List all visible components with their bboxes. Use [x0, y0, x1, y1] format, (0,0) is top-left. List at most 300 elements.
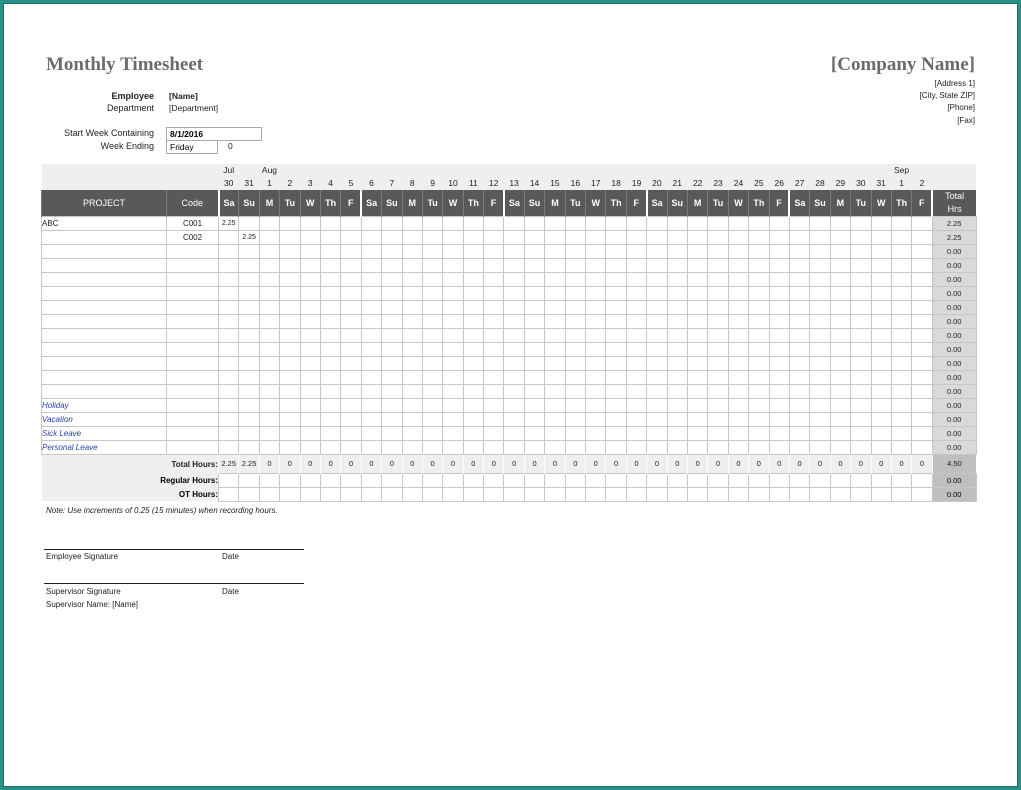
regular-hours-cell[interactable] — [219, 473, 239, 487]
hours-cell[interactable] — [810, 427, 830, 441]
hours-cell[interactable] — [708, 301, 728, 315]
hours-cell[interactable] — [728, 385, 748, 399]
hours-cell[interactable] — [239, 273, 259, 287]
hours-cell[interactable] — [708, 357, 728, 371]
hours-cell[interactable] — [565, 287, 585, 301]
ot-hours-cell[interactable] — [382, 487, 402, 501]
ot-hours-cell[interactable] — [259, 487, 279, 501]
hours-cell[interactable] — [749, 301, 769, 315]
project-cell[interactable] — [42, 245, 167, 259]
hours-cell[interactable] — [606, 385, 626, 399]
hours-cell[interactable] — [626, 441, 646, 455]
code-cell[interactable] — [167, 399, 219, 413]
hours-cell[interactable] — [239, 399, 259, 413]
hours-cell[interactable] — [341, 231, 361, 245]
department-field[interactable]: [Department] — [169, 103, 219, 113]
hours-cell[interactable] — [443, 287, 463, 301]
hours-cell[interactable] — [239, 245, 259, 259]
hours-cell[interactable] — [341, 259, 361, 273]
hours-cell[interactable] — [545, 245, 565, 259]
hours-cell[interactable] — [667, 273, 687, 287]
hours-cell[interactable] — [463, 287, 483, 301]
hours-cell[interactable] — [871, 343, 891, 357]
hours-cell[interactable] — [219, 343, 239, 357]
hours-cell[interactable] — [626, 287, 646, 301]
hours-cell[interactable] — [239, 371, 259, 385]
hours-cell[interactable] — [361, 427, 381, 441]
hours-cell[interactable] — [586, 273, 606, 287]
hours-cell[interactable] — [259, 329, 279, 343]
hours-cell[interactable] — [647, 273, 667, 287]
hours-cell[interactable] — [300, 413, 320, 427]
hours-cell[interactable] — [728, 301, 748, 315]
hours-cell[interactable] — [667, 413, 687, 427]
hours-cell[interactable] — [586, 357, 606, 371]
hours-cell[interactable] — [484, 427, 504, 441]
hours-cell[interactable] — [667, 427, 687, 441]
hours-cell[interactable] — [259, 315, 279, 329]
regular-hours-cell[interactable] — [606, 473, 626, 487]
hours-cell[interactable] — [422, 371, 442, 385]
hours-cell[interactable] — [484, 245, 504, 259]
hours-cell[interactable] — [361, 217, 381, 231]
hours-cell[interactable] — [361, 357, 381, 371]
hours-cell[interactable] — [789, 217, 809, 231]
ot-hours-cell[interactable] — [789, 487, 809, 501]
hours-cell[interactable] — [647, 231, 667, 245]
hours-cell[interactable] — [402, 245, 422, 259]
hours-cell[interactable] — [382, 399, 402, 413]
hours-cell[interactable] — [280, 357, 300, 371]
ot-hours-cell[interactable] — [504, 487, 524, 501]
hours-cell[interactable] — [891, 399, 911, 413]
hours-cell[interactable] — [259, 287, 279, 301]
hours-cell[interactable] — [545, 231, 565, 245]
hours-cell[interactable] — [891, 259, 911, 273]
ot-hours-cell[interactable] — [586, 487, 606, 501]
hours-cell[interactable] — [728, 413, 748, 427]
hours-cell[interactable] — [320, 441, 340, 455]
hours-cell[interactable] — [647, 287, 667, 301]
hours-cell[interactable] — [647, 217, 667, 231]
hours-cell[interactable] — [280, 301, 300, 315]
hours-cell[interactable] — [647, 413, 667, 427]
hours-cell[interactable] — [463, 273, 483, 287]
company-address[interactable]: [Address 1] — [934, 79, 975, 88]
hours-cell[interactable] — [361, 329, 381, 343]
hours-cell[interactable] — [320, 399, 340, 413]
hours-cell[interactable] — [320, 427, 340, 441]
hours-cell[interactable] — [463, 357, 483, 371]
hours-cell[interactable] — [402, 385, 422, 399]
regular-hours-cell[interactable] — [912, 473, 932, 487]
code-cell[interactable] — [167, 357, 219, 371]
hours-cell[interactable] — [789, 385, 809, 399]
hours-cell[interactable] — [851, 287, 871, 301]
hours-cell[interactable] — [259, 441, 279, 455]
ot-hours-cell[interactable] — [891, 487, 911, 501]
hours-cell[interactable] — [524, 217, 544, 231]
hours-cell[interactable] — [789, 315, 809, 329]
regular-hours-cell[interactable] — [422, 473, 442, 487]
hours-cell[interactable] — [280, 329, 300, 343]
hours-cell[interactable] — [830, 371, 850, 385]
hours-cell[interactable] — [504, 273, 524, 287]
hours-cell[interactable] — [830, 259, 850, 273]
hours-cell[interactable] — [382, 343, 402, 357]
hours-cell[interactable] — [341, 315, 361, 329]
hours-cell[interactable] — [708, 441, 728, 455]
hours-cell[interactable] — [320, 329, 340, 343]
hours-cell[interactable] — [606, 217, 626, 231]
hours-cell[interactable] — [626, 273, 646, 287]
hours-cell[interactable] — [789, 371, 809, 385]
project-cell[interactable] — [42, 357, 167, 371]
hours-cell[interactable] — [300, 329, 320, 343]
start-week-input[interactable]: 8/1/2016 — [166, 127, 262, 141]
hours-cell[interactable] — [891, 273, 911, 287]
hours-cell[interactable] — [422, 315, 442, 329]
hours-cell[interactable] — [259, 343, 279, 357]
hours-cell[interactable] — [912, 399, 932, 413]
hours-cell[interactable] — [402, 399, 422, 413]
hours-cell[interactable] — [422, 259, 442, 273]
hours-cell[interactable] — [341, 413, 361, 427]
hours-cell[interactable] — [586, 343, 606, 357]
hours-cell[interactable] — [606, 413, 626, 427]
hours-cell[interactable] — [219, 385, 239, 399]
hours-cell[interactable] — [606, 245, 626, 259]
hours-cell[interactable] — [463, 427, 483, 441]
hours-cell[interactable] — [422, 287, 442, 301]
code-cell[interactable]: C002 — [167, 231, 219, 245]
hours-cell[interactable] — [484, 413, 504, 427]
hours-cell[interactable] — [524, 343, 544, 357]
hours-cell[interactable] — [300, 399, 320, 413]
hours-cell[interactable] — [422, 441, 442, 455]
project-cell[interactable] — [42, 287, 167, 301]
hours-cell[interactable] — [586, 441, 606, 455]
hours-cell[interactable] — [586, 413, 606, 427]
hours-cell[interactable] — [484, 259, 504, 273]
hours-cell[interactable] — [912, 329, 932, 343]
code-cell[interactable]: C001 — [167, 217, 219, 231]
hours-cell[interactable] — [300, 273, 320, 287]
hours-cell[interactable] — [300, 427, 320, 441]
hours-cell[interactable] — [300, 357, 320, 371]
hours-cell[interactable] — [789, 259, 809, 273]
hours-cell[interactable] — [545, 441, 565, 455]
hours-cell[interactable] — [504, 217, 524, 231]
hours-cell[interactable] — [830, 427, 850, 441]
regular-hours-cell[interactable] — [871, 473, 891, 487]
hours-cell[interactable] — [545, 343, 565, 357]
hours-cell[interactable] — [749, 329, 769, 343]
hours-cell[interactable] — [443, 413, 463, 427]
hours-cell[interactable] — [545, 427, 565, 441]
hours-cell[interactable] — [667, 231, 687, 245]
hours-cell[interactable] — [382, 427, 402, 441]
hours-cell[interactable] — [851, 301, 871, 315]
hours-cell[interactable] — [463, 385, 483, 399]
ot-hours-cell[interactable] — [361, 487, 381, 501]
hours-cell[interactable] — [810, 301, 830, 315]
project-cell[interactable] — [42, 273, 167, 287]
hours-cell[interactable] — [484, 357, 504, 371]
hours-cell[interactable] — [443, 329, 463, 343]
hours-cell[interactable] — [912, 287, 932, 301]
regular-hours-cell[interactable] — [891, 473, 911, 487]
hours-cell[interactable] — [830, 301, 850, 315]
ot-hours-cell[interactable] — [749, 487, 769, 501]
hours-cell[interactable] — [219, 371, 239, 385]
hours-cell[interactable] — [891, 371, 911, 385]
hours-cell[interactable] — [361, 315, 381, 329]
ot-hours-cell[interactable] — [443, 487, 463, 501]
ot-hours-cell[interactable] — [320, 487, 340, 501]
hours-cell[interactable] — [239, 357, 259, 371]
hours-cell[interactable] — [626, 217, 646, 231]
hours-cell[interactable] — [810, 287, 830, 301]
hours-cell[interactable] — [422, 385, 442, 399]
hours-cell[interactable] — [484, 371, 504, 385]
hours-cell[interactable] — [341, 287, 361, 301]
hours-cell[interactable] — [749, 371, 769, 385]
hours-cell[interactable] — [219, 329, 239, 343]
regular-hours-cell[interactable] — [320, 473, 340, 487]
hours-cell[interactable] — [708, 329, 728, 343]
hours-cell[interactable] — [647, 371, 667, 385]
hours-cell[interactable] — [361, 343, 381, 357]
hours-cell[interactable] — [504, 385, 524, 399]
hours-cell[interactable] — [749, 357, 769, 371]
hours-cell[interactable] — [484, 385, 504, 399]
hours-cell[interactable] — [606, 231, 626, 245]
week-ending-select[interactable]: Friday — [166, 140, 218, 154]
hours-cell[interactable] — [320, 273, 340, 287]
hours-cell[interactable] — [647, 329, 667, 343]
hours-cell[interactable] — [443, 343, 463, 357]
hours-cell[interactable] — [749, 259, 769, 273]
hours-cell[interactable] — [769, 329, 789, 343]
hours-cell[interactable] — [749, 441, 769, 455]
hours-cell[interactable] — [789, 301, 809, 315]
hours-cell[interactable] — [749, 217, 769, 231]
hours-cell[interactable] — [545, 315, 565, 329]
project-cell[interactable]: Holiday — [42, 399, 167, 413]
hours-cell[interactable] — [341, 245, 361, 259]
hours-cell[interactable] — [586, 385, 606, 399]
hours-cell[interactable] — [708, 231, 728, 245]
hours-cell[interactable] — [565, 273, 585, 287]
hours-cell[interactable] — [545, 217, 565, 231]
hours-cell[interactable] — [810, 273, 830, 287]
hours-cell[interactable] — [524, 385, 544, 399]
hours-cell[interactable] — [626, 357, 646, 371]
hours-cell[interactable] — [320, 343, 340, 357]
hours-cell[interactable] — [565, 343, 585, 357]
hours-cell[interactable] — [728, 357, 748, 371]
hours-cell[interactable] — [810, 231, 830, 245]
hours-cell[interactable] — [382, 245, 402, 259]
hours-cell[interactable] — [320, 371, 340, 385]
hours-cell[interactable] — [402, 343, 422, 357]
hours-cell[interactable] — [259, 413, 279, 427]
hours-cell[interactable] — [545, 301, 565, 315]
hours-cell[interactable] — [524, 315, 544, 329]
hours-cell[interactable] — [586, 399, 606, 413]
ot-hours-cell[interactable] — [463, 487, 483, 501]
hours-cell[interactable] — [484, 301, 504, 315]
hours-cell[interactable] — [626, 315, 646, 329]
hours-cell[interactable] — [463, 301, 483, 315]
hours-cell[interactable] — [484, 231, 504, 245]
hours-cell[interactable] — [361, 301, 381, 315]
regular-hours-cell[interactable] — [504, 473, 524, 487]
hours-cell[interactable] — [300, 301, 320, 315]
regular-hours-cell[interactable] — [463, 473, 483, 487]
regular-hours-cell[interactable] — [789, 473, 809, 487]
hours-cell[interactable] — [565, 217, 585, 231]
hours-cell[interactable] — [728, 427, 748, 441]
project-cell[interactable] — [42, 385, 167, 399]
regular-hours-cell[interactable] — [300, 473, 320, 487]
hours-cell[interactable] — [565, 259, 585, 273]
hours-cell[interactable] — [402, 427, 422, 441]
code-cell[interactable] — [167, 287, 219, 301]
hours-cell[interactable] — [626, 231, 646, 245]
hours-cell[interactable] — [606, 329, 626, 343]
hours-cell[interactable] — [728, 441, 748, 455]
hours-cell[interactable] — [912, 427, 932, 441]
hours-cell[interactable] — [402, 413, 422, 427]
hours-cell[interactable] — [361, 399, 381, 413]
hours-cell[interactable] — [789, 231, 809, 245]
hours-cell[interactable] — [708, 343, 728, 357]
hours-cell[interactable] — [769, 259, 789, 273]
hours-cell[interactable] — [504, 245, 524, 259]
hours-cell[interactable] — [789, 287, 809, 301]
hours-cell[interactable] — [239, 441, 259, 455]
hours-cell[interactable] — [361, 287, 381, 301]
hours-cell[interactable] — [382, 413, 402, 427]
hours-cell[interactable] — [912, 441, 932, 455]
ot-hours-cell[interactable] — [871, 487, 891, 501]
hours-cell[interactable] — [524, 301, 544, 315]
hours-cell[interactable] — [443, 427, 463, 441]
code-cell[interactable] — [167, 371, 219, 385]
hours-cell[interactable] — [219, 231, 239, 245]
code-cell[interactable] — [167, 301, 219, 315]
hours-cell[interactable] — [871, 301, 891, 315]
hours-cell[interactable] — [891, 287, 911, 301]
hours-cell[interactable] — [912, 231, 932, 245]
hours-cell[interactable] — [687, 259, 707, 273]
hours-cell[interactable] — [565, 301, 585, 315]
code-cell[interactable] — [167, 427, 219, 441]
hours-cell[interactable] — [320, 413, 340, 427]
hours-cell[interactable] — [422, 245, 442, 259]
regular-hours-cell[interactable] — [280, 473, 300, 487]
hours-cell[interactable] — [891, 427, 911, 441]
hours-cell[interactable] — [341, 385, 361, 399]
hours-cell[interactable] — [606, 315, 626, 329]
hours-cell[interactable] — [524, 259, 544, 273]
code-cell[interactable] — [167, 441, 219, 455]
company-fax[interactable]: [Fax] — [957, 116, 975, 125]
regular-hours-cell[interactable] — [769, 473, 789, 487]
hours-cell[interactable] — [769, 231, 789, 245]
hours-cell[interactable] — [912, 217, 932, 231]
hours-cell[interactable] — [667, 441, 687, 455]
hours-cell[interactable] — [280, 399, 300, 413]
hours-cell[interactable] — [300, 245, 320, 259]
hours-cell[interactable] — [810, 245, 830, 259]
code-cell[interactable] — [167, 315, 219, 329]
hours-cell[interactable] — [463, 413, 483, 427]
ot-hours-cell[interactable] — [219, 487, 239, 501]
hours-cell[interactable] — [891, 343, 911, 357]
regular-hours-cell[interactable] — [810, 473, 830, 487]
ot-hours-cell[interactable] — [810, 487, 830, 501]
hours-cell[interactable] — [851, 413, 871, 427]
hours-cell[interactable] — [280, 427, 300, 441]
hours-cell[interactable] — [586, 315, 606, 329]
hours-cell[interactable] — [871, 259, 891, 273]
hours-cell[interactable] — [586, 217, 606, 231]
hours-cell[interactable] — [422, 427, 442, 441]
hours-cell[interactable] — [300, 315, 320, 329]
hours-cell[interactable] — [851, 329, 871, 343]
hours-cell[interactable] — [382, 357, 402, 371]
hours-cell[interactable] — [280, 371, 300, 385]
hours-cell[interactable] — [728, 399, 748, 413]
hours-cell[interactable] — [341, 273, 361, 287]
hours-cell[interactable] — [443, 315, 463, 329]
hours-cell[interactable] — [320, 217, 340, 231]
hours-cell[interactable] — [524, 399, 544, 413]
hours-cell[interactable] — [443, 441, 463, 455]
regular-hours-cell[interactable] — [687, 473, 707, 487]
hours-cell[interactable] — [524, 329, 544, 343]
hours-cell[interactable] — [524, 357, 544, 371]
regular-hours-cell[interactable] — [626, 473, 646, 487]
hours-cell[interactable] — [606, 273, 626, 287]
hours-cell[interactable] — [586, 259, 606, 273]
hours-cell[interactable] — [667, 329, 687, 343]
hours-cell[interactable] — [484, 343, 504, 357]
hours-cell[interactable] — [769, 357, 789, 371]
hours-cell[interactable] — [749, 413, 769, 427]
code-cell[interactable] — [167, 273, 219, 287]
hours-cell[interactable] — [361, 385, 381, 399]
hours-cell[interactable] — [463, 315, 483, 329]
company-name[interactable]: [Company Name] — [830, 54, 975, 75]
ot-hours-cell[interactable] — [687, 487, 707, 501]
hours-cell[interactable] — [769, 399, 789, 413]
hours-cell[interactable] — [626, 329, 646, 343]
project-cell[interactable]: Personal Leave — [42, 441, 167, 455]
hours-cell[interactable] — [830, 399, 850, 413]
hours-cell[interactable] — [545, 385, 565, 399]
project-cell[interactable] — [42, 259, 167, 273]
hours-cell[interactable] — [789, 413, 809, 427]
hours-cell[interactable] — [280, 287, 300, 301]
hours-cell[interactable] — [545, 329, 565, 343]
ot-hours-cell[interactable] — [239, 487, 259, 501]
hours-cell[interactable] — [769, 343, 789, 357]
hours-cell[interactable] — [912, 343, 932, 357]
